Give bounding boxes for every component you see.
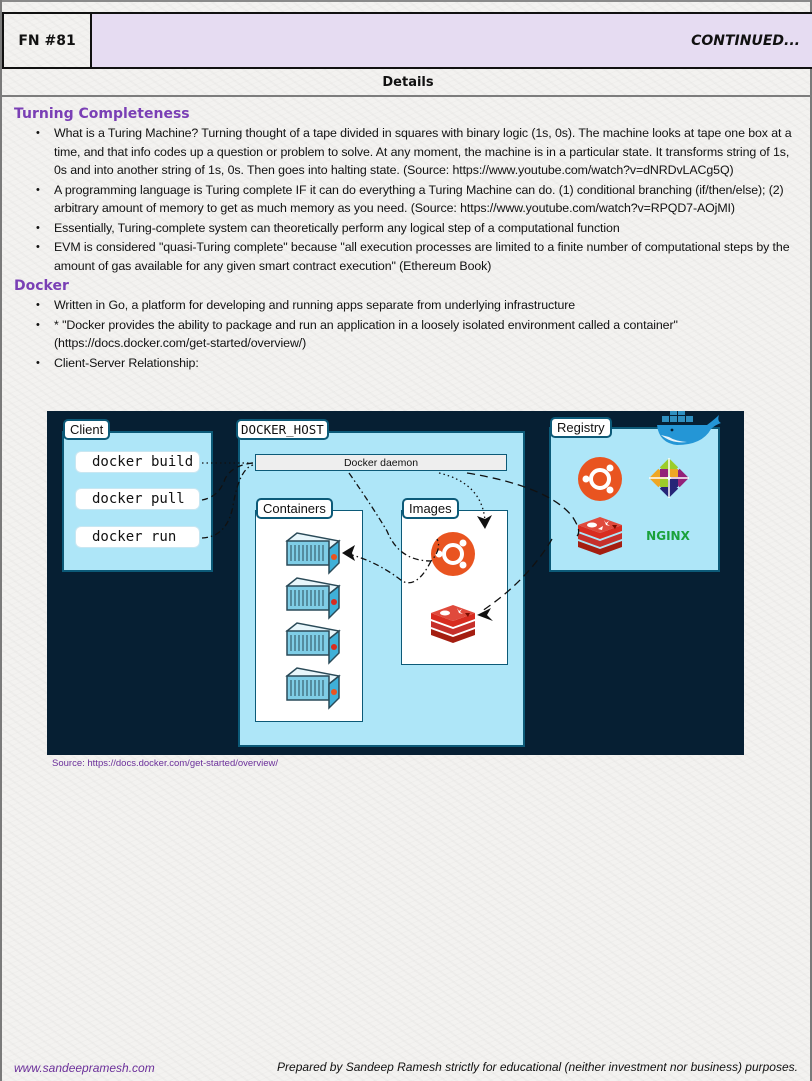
list-item: • EVM is considered "quasi-Turing complete" because "all execution processes are limited to a finite number of computational steps by the amount of gas available for any given smart contract execution" (Ethereum Book) [36, 238, 804, 275]
redis-logo-icon [578, 517, 622, 555]
details-header: Details [2, 69, 812, 97]
list-item: • A programming language is Turing complete IF it can do everything a Turing Machine can do. (1) conditional branching (if/then/else); (2) arbitrary amount of memory to get as much memory as you need. (Source: https://www.youtube.com/watch?v=RPQD7-AOjMI) [36, 181, 804, 218]
connector-lines [202, 463, 579, 611]
diagram-graphics [47, 411, 744, 755]
docker-pull-command: docker pull [75, 488, 200, 510]
docker-whale-icon [657, 411, 721, 445]
top-border [2, 0, 810, 2]
section-title-turing: Turning Completeness [14, 106, 190, 122]
docker-architecture-diagram [47, 411, 744, 755]
list-item: • Written in Go, a platform for developing and running apps separate from underlying infrastructure [36, 296, 804, 315]
image-ubuntu-icon [431, 532, 475, 576]
containers-label: Containers [256, 498, 333, 519]
list-item: • * "Docker provides the ability to package and run an application in a loosely isolated environment called a container" (https://docs.docker.com/get-started/overview/) [36, 316, 804, 353]
section-title-docker: Docker [14, 278, 69, 294]
client-label: Client [63, 419, 110, 440]
ubuntu-logo-icon [578, 457, 622, 501]
docker-run-command: docker run [75, 526, 200, 548]
image-redis-icon [431, 605, 475, 643]
registry-label: Registry [550, 417, 612, 438]
arrow-to-container-icon [342, 545, 355, 561]
content-area [14, 104, 804, 373]
continued-label: CONTINUED... [691, 32, 800, 49]
images-label: Images [402, 498, 459, 519]
diagram-source-caption: Source: https://docs.docker.com/get-started/overview/ [52, 758, 278, 769]
nginx-logo-icon: NGINX [646, 529, 690, 543]
list-item: • Client-Server Relationship: [36, 354, 804, 373]
footer-website[interactable]: www.sandeepramesh.com [14, 1061, 155, 1075]
turing-bullets [14, 124, 804, 275]
centos-logo-icon [649, 458, 689, 498]
docker-bullets [14, 296, 804, 372]
list-item: • Essentially, Turing-complete system can theoretically perform any logical step of a computational function [36, 219, 804, 238]
fn-number: FN #81 [4, 14, 92, 67]
docker-daemon: Docker daemon [255, 454, 507, 471]
footer-disclaimer: Prepared by Sandeep Ramesh strictly for educational (neither investment nor business) purposes. [277, 1060, 798, 1074]
docker-build-command: docker build [75, 451, 200, 473]
list-item: • What is a Turing Machine? Turning thought of a tape divided in squares with binary logic (1s, 0s). The machine looks at tape one box at a time, and that info codes up a question or problem to solve. At any moment, the machine is in a particular state. It transforms string of 1s, 0s and into another string of 1s, 0s. Then goes into halting state. (Source: https://www.youtube.com/watch?v=dNRDvLACg5Q) [36, 124, 804, 180]
container-icons [287, 533, 339, 708]
docker-host-label: DOCKER_HOST [236, 419, 329, 440]
header-row [2, 12, 812, 69]
arrow-to-redis-image-icon [477, 608, 493, 621]
continued-banner [92, 14, 812, 67]
